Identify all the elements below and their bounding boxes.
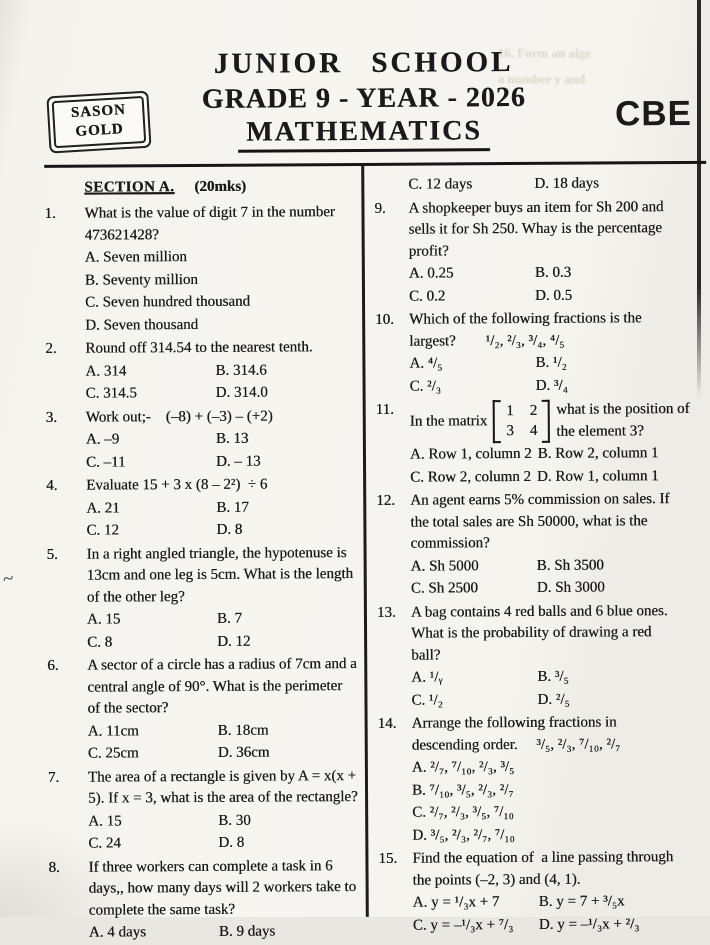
- bleed-through-line: 16. Form an alge: [497, 45, 591, 61]
- matrix-cell: 4: [529, 422, 538, 439]
- matrix-before-text: In the matrix: [409, 412, 488, 430]
- question-number: [374, 174, 408, 197]
- option-row: [409, 374, 699, 397]
- option: B. 13: [215, 430, 249, 447]
- option-row: [410, 443, 700, 466]
- question-number: 8.: [48, 859, 60, 876]
- question-number: 10.: [375, 311, 394, 328]
- school-logo: [46, 91, 151, 154]
- option: A. y = ¹/₃x + 7: [412, 894, 500, 911]
- question-text-line: sells it for Sh 250. Whay is the percentage: [408, 220, 663, 238]
- question: [48, 855, 362, 944]
- question-text-line: 13cm and one leg is 5cm. What is the length: [86, 566, 354, 584]
- question-text-line: 5). If x = 3, what is the area of the rectangle?: [88, 788, 358, 807]
- option: B. Row 2, column 1: [537, 445, 659, 462]
- option: D. 314.0: [215, 384, 268, 401]
- option-row: [85, 246, 358, 269]
- option-row: [88, 832, 361, 855]
- matrix-question-line: [410, 399, 700, 444]
- section-heading: [44, 175, 357, 199]
- option: D. 8: [216, 521, 243, 538]
- question-body: [412, 712, 703, 847]
- logo-text-line2: GOLD: [74, 121, 124, 140]
- option: D. Sh 3000: [536, 579, 605, 596]
- question-number: 4.: [46, 477, 58, 494]
- option-row: [86, 428, 359, 451]
- option-row: [413, 891, 703, 914]
- option: A. ⁴/₅: [409, 355, 443, 372]
- option: B. ¹/₂: [535, 354, 567, 371]
- option: B. 18cm: [217, 722, 269, 739]
- option: B. y = 7 + ³/₅x: [538, 893, 625, 910]
- option-row: [86, 519, 359, 542]
- option: B. 314.6: [215, 362, 267, 379]
- question-text-line: of the other leg?: [86, 588, 185, 606]
- question-text-line: In a right angled triangle, the hypotenuse is: [86, 544, 347, 563]
- question: [376, 489, 701, 600]
- matrix: [493, 400, 550, 443]
- question: [46, 405, 359, 473]
- matrix-after-line: the element 3?: [556, 422, 644, 440]
- option-row: [86, 450, 359, 473]
- matrix-after-line: what is the position of: [556, 400, 690, 418]
- option: A. 314: [85, 362, 127, 380]
- option-row: [412, 801, 702, 824]
- option-row: [411, 554, 701, 577]
- option: C. –11: [85, 453, 126, 471]
- question-text-line: A sector of a circle has a radius of 7cm and a: [87, 655, 357, 674]
- option: D. Row 1, column 1: [536, 467, 659, 485]
- option-row: [87, 630, 360, 653]
- option: B. 17: [216, 499, 249, 516]
- option: D. ²/₅: [537, 691, 570, 708]
- option-row: [88, 809, 361, 832]
- question-text-line: Work out;- (–8) + (–3) – (+2): [85, 408, 273, 426]
- scan-mark-artifact: ~: [0, 567, 16, 591]
- question-text-line: The area of a rectangle is given by A = x(x +: [87, 767, 357, 786]
- question-number: 12.: [376, 492, 396, 509]
- option: B. 30: [218, 812, 251, 829]
- option-row: [412, 823, 702, 846]
- option: C. Row 2, column 2: [410, 468, 532, 486]
- subject-title: MATHEMATICS: [238, 116, 490, 153]
- option: A. 0.25: [408, 265, 454, 282]
- option: A. –9: [85, 431, 120, 448]
- question-number: 13.: [376, 604, 396, 621]
- option: C. 24: [88, 835, 121, 852]
- option: C. ²/₇, ²/₃, ³/₅, ⁷/₁₀: [412, 804, 514, 821]
- option-row: [408, 173, 698, 196]
- option: D. y = –¹/₃x + ²/₃: [538, 915, 640, 933]
- option: B. 9 days: [218, 923, 276, 940]
- option-row: [409, 284, 699, 307]
- question: [44, 202, 358, 337]
- option: A. ¹/ᵧ: [411, 669, 443, 686]
- option: A. 15: [88, 812, 122, 830]
- question-text-line: of the sector?: [87, 700, 169, 717]
- question-number: 3.: [45, 409, 58, 426]
- option-row: [87, 608, 360, 631]
- question-number: 11.: [375, 401, 394, 418]
- option: D. 0.5: [534, 287, 573, 304]
- question: [377, 600, 702, 711]
- question-body: [410, 398, 701, 489]
- option: C. Sh 2500: [410, 580, 478, 597]
- question: [48, 765, 362, 855]
- option-row: [412, 778, 702, 801]
- option: C. 25cm: [87, 745, 139, 762]
- option: D. ³/₅, ²/₃, ²/₇, ⁷/₁₀: [412, 826, 515, 844]
- question: [376, 398, 701, 489]
- question-body: [86, 474, 359, 542]
- question-number: 14.: [377, 715, 397, 732]
- option: D. 12: [217, 633, 251, 650]
- option: A. ²/₇, ⁷/₁₀, ²/₃, ³/₅: [411, 759, 515, 776]
- question-text-line: If three workers can complete a task in 6: [88, 857, 333, 876]
- option-row: [89, 921, 362, 944]
- option: C. 314.5: [85, 385, 137, 402]
- question-body: [84, 202, 358, 337]
- option: C. 0.2: [408, 287, 446, 305]
- question: [47, 542, 361, 653]
- question-text-line: profit?: [408, 242, 449, 260]
- question: [375, 308, 700, 398]
- option-row: [410, 465, 700, 488]
- option: C. 8: [87, 633, 113, 651]
- question-body: [409, 308, 700, 398]
- cbe-badge: CBE: [614, 93, 693, 134]
- option: C. ¹/₂: [411, 691, 443, 709]
- option: C. ²/₃: [409, 377, 442, 395]
- school-level-title: JUNIOR SCHOOL: [213, 46, 514, 80]
- question-body: [408, 172, 698, 196]
- column-right: [364, 164, 710, 934]
- question-text-line: Round off 314.54 to the nearest tenth.: [85, 339, 313, 357]
- question-body: [87, 542, 361, 653]
- option: B. Seventy million: [84, 271, 198, 289]
- option-row: [411, 577, 701, 600]
- option: C. y = –¹/₃x + ⁷/₃: [412, 916, 514, 934]
- option-row: [85, 313, 358, 336]
- question-body: [88, 855, 362, 944]
- option: D. 8: [218, 834, 245, 851]
- option: B. 0.3: [534, 264, 572, 281]
- question-text-line: A shopkeeper buys an item for Sh 200 and: [408, 198, 664, 217]
- question: [47, 654, 361, 765]
- question-body: [408, 196, 699, 307]
- option-row: [412, 756, 702, 779]
- option-row: [409, 352, 699, 375]
- option: A. 11cm: [87, 722, 139, 740]
- question-text-line: A bag contains 4 red balls and 6 blue ones.: [410, 602, 668, 621]
- exam-header: [0, 0, 708, 168]
- option: B. ⁷/₁₀, ³/₅, ²/₃, ²/₇: [411, 781, 514, 799]
- question-text-line: the total sales are Sh 50000, what is the: [410, 512, 648, 531]
- logo-text-line1: SASON: [70, 101, 127, 122]
- option: D. 18 days: [534, 175, 599, 192]
- option-row: [411, 688, 701, 711]
- option-row: [85, 291, 358, 314]
- question-body: [88, 765, 362, 855]
- option-row: [85, 268, 358, 291]
- question-body: [87, 654, 361, 765]
- question: [374, 196, 699, 307]
- option-row: [85, 359, 358, 382]
- section-marks: (20mks): [194, 178, 247, 195]
- option: C. Seven hundred thousand: [84, 293, 251, 311]
- option-row: [86, 382, 359, 405]
- questions-area: [0, 164, 710, 941]
- question-number: 2.: [45, 340, 57, 357]
- question-number: 5.: [46, 546, 58, 563]
- option: A. 21: [86, 499, 120, 517]
- question-text-line: Find the equation of a line passing through: [412, 849, 674, 867]
- question-text-line: days,, how many days will 2 workers take to: [88, 879, 357, 897]
- question-text-line: descending order. ³/₅, ²/₃, ⁷/₁₀, ²/₇: [411, 735, 621, 754]
- option: D. Seven thousand: [85, 316, 199, 334]
- question-body: [85, 337, 358, 405]
- matrix-after-text: [556, 399, 690, 443]
- option: C. 12: [86, 522, 119, 539]
- question-number: 15.: [378, 850, 398, 867]
- question-text-line: An agent earns 5% commission on sales. If: [410, 491, 670, 509]
- matrix-cells: [501, 400, 542, 443]
- question-text-line: Arrange the following fractions in: [411, 714, 617, 732]
- question-text-line: 473621428?: [84, 226, 159, 244]
- question-text-line: What is the probability of drawing a red: [411, 624, 652, 642]
- question-number: 9.: [374, 200, 386, 217]
- question-text-line: central angle of 90°. What is the perimeter: [87, 677, 343, 696]
- matrix-cell: 2: [529, 402, 538, 419]
- question-text-line: the points (–2, 3) and (4, 1).: [412, 871, 581, 889]
- option: A. Seven million: [84, 249, 187, 266]
- option: B. Sh 3500: [536, 556, 604, 574]
- option: A. Sh 5000: [410, 557, 479, 575]
- question: [46, 474, 359, 542]
- question-body: [411, 600, 702, 711]
- option-row: [88, 742, 361, 765]
- grade-year-title: GRADE 9 - YEAR - 2026: [201, 81, 526, 115]
- section-label: SECTION A.: [84, 179, 175, 196]
- question: [378, 712, 703, 847]
- column-left: [0, 166, 369, 941]
- question-text-line: ball?: [411, 646, 441, 664]
- question-text-line: complete the same task?: [88, 901, 236, 919]
- question: [45, 337, 358, 405]
- question-text-line: Evaluate 15 + 3 x (8 – 2²) ÷ 6: [86, 476, 268, 494]
- bleed-through-line: a number y and: [497, 71, 586, 87]
- option-row: [86, 496, 359, 519]
- question-body: [86, 405, 359, 473]
- question-text-line: commission?: [410, 535, 490, 552]
- question-text-line: Which of the following fractions is the: [409, 310, 642, 328]
- matrix-left-bracket: [493, 400, 501, 443]
- option-row: [409, 262, 699, 285]
- option: C. 12 days: [408, 176, 473, 193]
- option: D. – 13: [215, 453, 261, 470]
- question-body: [410, 489, 701, 600]
- question-continuation: [374, 172, 698, 196]
- option: B. ³/₅: [537, 668, 569, 685]
- question-text-line: What is the value of digit 7 in the number: [84, 204, 335, 222]
- question-number: 7.: [47, 769, 60, 786]
- matrix-cell: 1: [506, 403, 514, 420]
- option-row: [88, 719, 361, 742]
- option: B. 7: [216, 610, 243, 627]
- option: A. 4 days: [88, 924, 147, 941]
- question-number: 1.: [44, 205, 56, 222]
- matrix-right-bracket: [542, 400, 550, 443]
- question-number: 6.: [47, 657, 59, 674]
- question: [378, 847, 703, 937]
- option: A. Row 1, column 2: [409, 445, 532, 463]
- option: D. 36cm: [217, 744, 270, 761]
- option-row: [411, 666, 701, 689]
- question-body: [412, 847, 703, 937]
- matrix-cell: 3: [506, 423, 514, 440]
- question-text-line: largest? ¹/₂, ²/₃, ³/₄, ⁴/₅: [409, 332, 565, 350]
- option: A. 15: [86, 611, 121, 628]
- option: D. ³/₄: [535, 377, 568, 394]
